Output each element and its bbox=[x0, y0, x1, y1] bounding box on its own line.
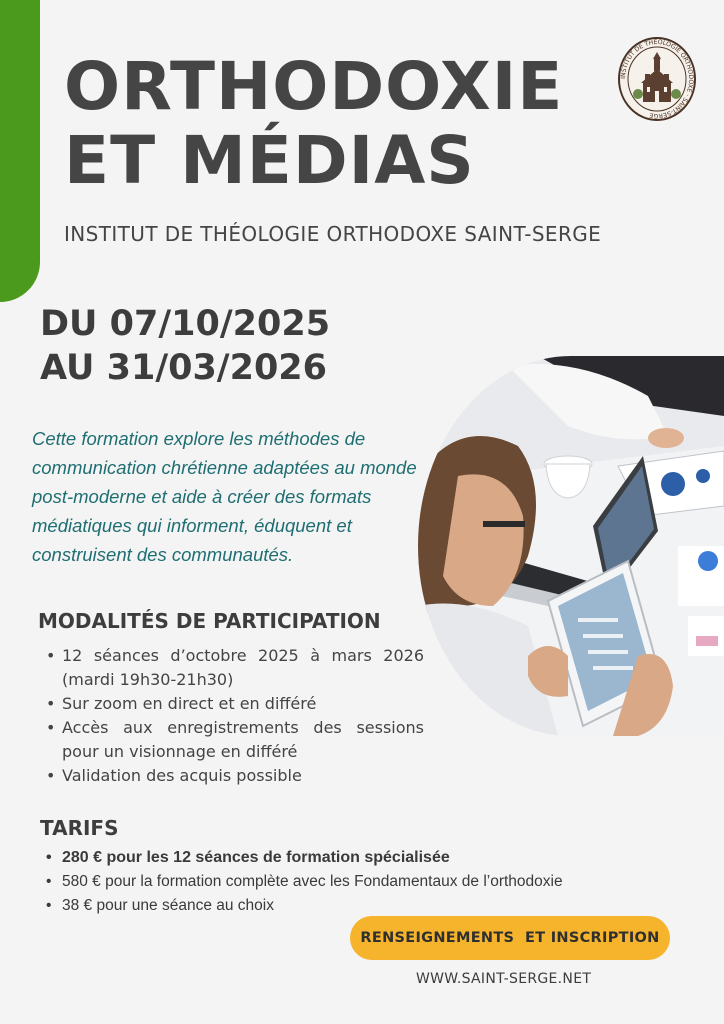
date-range bbox=[40, 302, 330, 390]
svg-text:INSTITUT DE THÉOLOGIE ORTHODOX: INSTITUT DE THÉOLOGIE ORTHODOXE · SAINT-SERGE bbox=[619, 38, 695, 120]
page-title bbox=[64, 50, 563, 198]
tarifs-title: TARIFS bbox=[40, 816, 119, 840]
registration-button[interactable]: RENSEIGNEMENTS ET INSCRIPTION bbox=[350, 916, 670, 960]
list-item: • Accès aux enregistrements des sessions pour un visionnage en différé bbox=[42, 716, 424, 764]
modalites-list bbox=[42, 644, 424, 788]
list-item: • Sur zoom en direct et en différé bbox=[42, 692, 424, 716]
list-item: • 38 € pour une séance au choix bbox=[44, 894, 563, 918]
title-line-2: ET MÉDIAS bbox=[64, 122, 475, 199]
meeting-photo bbox=[418, 356, 724, 736]
date-start: DU 07/10/2025 bbox=[40, 304, 331, 344]
list-item: • Validation des acquis possible bbox=[42, 764, 424, 788]
list-item: • 280 € pour les 12 séances de formation spécialisée bbox=[44, 846, 563, 870]
website-link[interactable]: WWW.SAINT-SERGE.NET bbox=[416, 971, 592, 987]
green-accent-tab bbox=[0, 0, 40, 302]
title-line-1: ORTHODOXIE bbox=[64, 48, 564, 125]
date-end: AU 31/03/2026 bbox=[40, 348, 328, 388]
modalites-title: MODALITÉS DE PARTICIPATION bbox=[38, 609, 381, 633]
institute-subtitle: INSTITUT DE THÉOLOGIE ORTHODOXE SAINT-SERGE bbox=[64, 222, 602, 246]
tarifs-list bbox=[44, 846, 563, 918]
intro-paragraph: Cette formation explore les méthodes de communication chrétienne adaptées au monde post-moderne et aide à créer des formats médiatiques qui informent, éduquent et construisent des communautés. bbox=[32, 428, 417, 565]
institute-seal-logo bbox=[617, 36, 697, 122]
list-item: • 580 € pour la formation complète avec les Fondamentaux de l’orthodoxie bbox=[44, 870, 563, 894]
list-item: • 12 séances d’octobre 2025 à mars 2026 (mardi 19h30-21h30) bbox=[42, 644, 424, 692]
